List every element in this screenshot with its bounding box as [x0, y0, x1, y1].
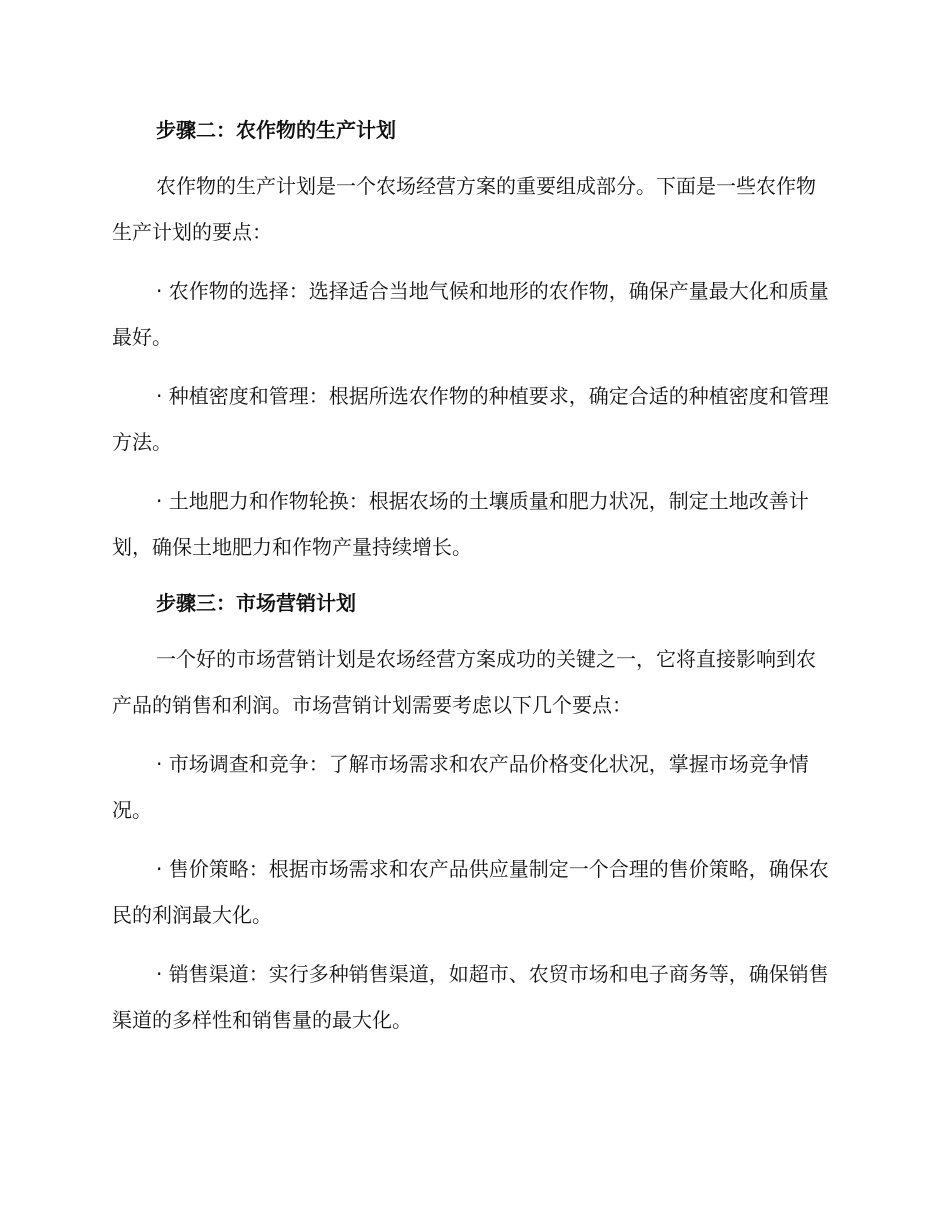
document-content: [112, 110, 832, 1056]
section-intro-step2: 农作物的生产计划是一个农场经营方案的重要组成部分。下面是一些农作物生产计划的要点：: [112, 174, 816, 244]
section-heading-step2: 步骤二：农作物的生产计划: [156, 118, 396, 142]
bullet-sales-channels: · 销售渠道：实行多种销售渠道，如超市、农贸市场和电子商务等，确保销售渠道的多样性和销售量的最大化。: [112, 962, 829, 1032]
bullet-crop-selection: · 农作物的选择：选择适合当地气候和地形的农作物，确保产量最大化和质量最好。: [112, 279, 829, 349]
bullet-soil-fertility: · 土地肥力和作物轮换：根据农场的土壤质量和肥力状况，制定土地改善计划，确保土地肥力和作物产量持续增长。: [112, 489, 809, 559]
section-heading-step3: 步骤三：市场营销计划: [156, 591, 356, 615]
bullet-pricing-strategy: · 售价策略：根据市场需求和农产品供应量制定一个合理的售价策略，确保农民的利润最大化。: [112, 857, 829, 927]
bullet-market-research: · 市场调查和竞争：了解市场需求和农产品价格变化状况，掌握市场竞争情况。: [112, 752, 809, 822]
section-intro-step3: 一个好的市场营销计划是农场经营方案成功的关键之一，它将直接影响到农产品的销售和利润。市场营销计划需要考虑以下几个要点：: [112, 647, 816, 717]
bullet-planting-density: · 种植密度和管理：根据所选农作物的种植要求，确定合适的种植密度和管理方法。: [112, 384, 829, 454]
